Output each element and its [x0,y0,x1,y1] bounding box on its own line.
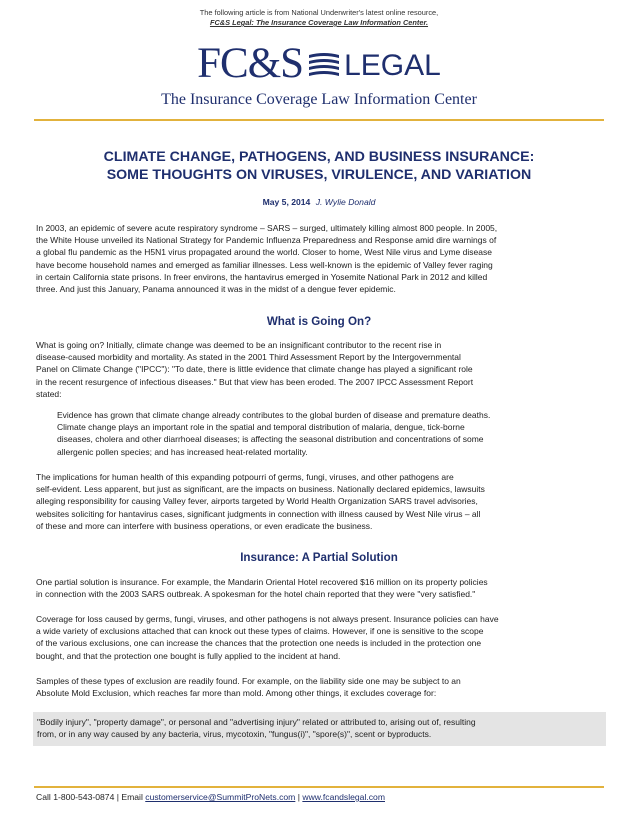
text-line: websites soliciting for hantavirus cases, significant judgments in connection with illness caused by West Nile virus – all [36,508,481,519]
text-line: a wide variety of exclusions attached that can knock out these types of claims. However, if one is sensitive to the scope [36,626,484,637]
text-line: in certain California state prisons. In freer environs, the hantavirus emerged in Yosemite National Park in 2012 and killed [36,271,488,282]
text-line: diseases, cholera and other diarrhoeal diseases; is affecting the seasonal distribution and concentrations of some [57,434,484,445]
text-line: from, or in any way caused by any bacteria, virus, mycotoxin, "fungus(i)", "spore(s)", scent or byproducts. [37,729,432,740]
text-line: bought, and that the protection one bought is fully applied to the incident at hand. [36,650,341,661]
footer-email-link[interactable]: customerservice@SummitProNets.com [145,792,296,802]
text-line: alleging responsibility for causing Valley fever, airports targeted by World Health Organization SARS travel advisories, [36,496,478,507]
text-line: One partial solution is insurance. For example, the Mandarin Oriental Hotel recovered $16 million on its property policies [36,577,488,587]
text-line: in connection with the 2003 SARS outbreak. A spokesman for the hotel chain reported that they were "very satisfied." [36,589,476,600]
header-divider [34,119,604,121]
footer-phone: Call 1-800-543-0874 [36,792,115,802]
footer-email-label: Email [121,792,143,802]
intro-paragraph [36,222,604,295]
text-line: Evidence has grown that climate change already contributes to the global burden of disease and premature deaths. [57,410,491,420]
text-line: Absolute Mold Exclusion, which reaches far more than mold. Among other things, it excludes coverage for: [36,688,437,699]
footer-separator: | [297,792,300,802]
samples-paragraph [36,675,604,699]
text-line: in the recent resurgence of infectious diseases." But that view has been eroded. The 2007 IPCC Assessment Report [36,376,474,387]
flag-stripes-icon [307,51,341,77]
text-line: have become household names and emerged as familiar illnesses. Less well-known is the epidemic of Valley fever raging [36,259,493,270]
coverage-paragraph [36,613,604,662]
intro-note [0,8,638,28]
logo-fcs-text: FC&S [197,40,304,87]
intro-source: FC&S Legal: The Insurance Coverage Law Information Center. [209,18,429,27]
text-line: the White House unveiled its National Strategy for Pandemic Influenza Preparedness and Response amid dire warnings of [36,235,497,246]
article-title [40,148,598,184]
text-line: disease-caused morbidity and mortality. As stated in the 2001 Third Assessment Report by the Intergovernmental [36,352,461,363]
exclusion-quote [37,716,603,740]
text-line: three. And just this January, Panama announced it was in the midst of a dengue fever epidemic. [36,284,396,295]
intro-line: The following article is from National Underwriter's latest online resource, [199,8,439,17]
text-line: a global flu pandemic as the H5N1 virus propagated around the world. Closer to home, West Nile virus and Lyme disease [36,247,492,258]
byline [0,197,638,207]
exclusion-quote-box [33,712,606,746]
text-line: stated: [36,388,62,399]
text-line: Coverage for loss caused by germs, fungi, viruses, and other pathogens is not always present. Insurance policies can have [36,614,499,624]
text-line: Panel on Climate Change ("IPCC"): "To date, there is little evidence that climate change has played a significant role [36,364,473,375]
article-author: J. Wylie Donald [315,197,376,207]
footer-separator: | [116,792,119,802]
title-line: SOME THOUGHTS ON VIRUSES, VIRULENCE, AND VARIATION [106,167,532,183]
text-line: "Bodily injury", "property damage", or personal and "advertising injury" related or attributed to, arising out of, resulting [37,717,476,727]
insurance-paragraph [36,576,604,600]
text-line: Climate change plays an important role in the spatial and temporal distribution of malaria, dengue, tick-borne [57,422,465,433]
text-line: In 2003, an epidemic of severe acute respiratory syndrome – SARS – surged, ultimately killing almost 800 people. In 2005, [36,223,498,233]
text-line: What is going on? Initially, climate change was deemed to be an insignificant contributor to the recent rise in [36,340,442,350]
logo-legal-text: LEGAL [344,49,441,82]
title-line: CLIMATE CHANGE, PATHOGENS, AND BUSINESS INSURANCE: [103,149,535,165]
section-heading-insurance: Insurance: A Partial Solution [240,551,398,564]
footer-contact [36,792,604,802]
text-line: Samples of these types of exclusion are readily found. For example, on the liability side one may be subject to an [36,676,461,686]
going-on-paragraph [36,339,604,400]
fcs-legal-logo [0,40,638,87]
text-line: The implications for human health of this expanding potpourri of germs, fungi, viruses, and other pathogens are [36,472,454,482]
text-line: of these and more can interfere with business operations, or even eradicate the business. [36,520,373,531]
article-date: May 5, 2014 [262,197,311,207]
footer-divider [34,786,604,788]
ipcc-quote [57,409,605,458]
text-line: of the various exclusions, one can increase the chances that the protection one needs is included in the protection one [36,638,482,649]
implications-paragraph [36,471,604,532]
footer-website-link[interactable]: www.fcandslegal.com [302,792,385,802]
section-heading-going-on: What is Going On? [266,315,372,328]
text-line: allergenic pollen species; and has increased heat-related mortality. [57,446,308,457]
text-line: self-evident. Less apparent, but just as significant, are the impacts on business. Nationally declared epidemics, lawsuits [36,484,485,495]
logo-tagline: The Insurance Coverage Law Information Center [161,91,477,108]
